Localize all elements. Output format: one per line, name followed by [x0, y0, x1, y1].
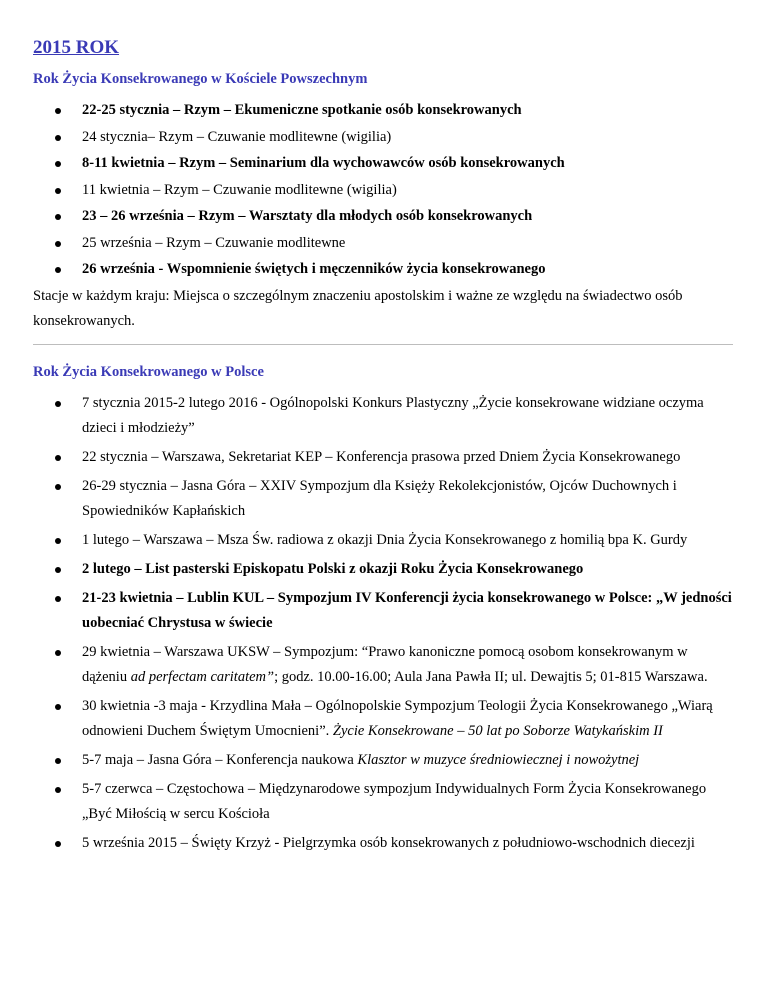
list-item [33, 557, 733, 582]
bullet-icon [55, 401, 61, 407]
list-item-italic: Klasztor w muzyce średniowiecznej i nowożytnej [357, 751, 640, 768]
bullet-icon [55, 455, 61, 461]
universal-events-list [33, 98, 733, 282]
list-item-text: 11 kwietnia – Rzym – Czuwanie modlitewne (wigilia) [82, 181, 397, 198]
list-item-text: 24 stycznia– Rzym – Czuwanie modlitewne (wigilia) [82, 128, 392, 145]
list-item [33, 528, 733, 553]
list-item-text: 1 lutego – Warszawa – Msza Św. radiowa z okazji Dnia Życia Konsekrowanego z homilią bpa K. Gurdy [82, 531, 688, 548]
bullet-icon [55, 650, 61, 656]
section-divider [33, 344, 733, 345]
bullet-icon [55, 135, 61, 141]
bullet-icon [55, 704, 61, 710]
bullet-icon [55, 787, 61, 793]
bullet-icon [55, 567, 61, 573]
list-item-text: 5-7 czerwca – Częstochowa – Międzynarodowe sympozjum Indywidualnych Form Życia Konsekrowanego „Być Miłością w sercu Kościoła [82, 780, 707, 822]
poland-events-list [33, 391, 733, 856]
bullet-icon [55, 188, 61, 194]
bullet-icon [55, 538, 61, 544]
list-item-text: 2 lutego – List pasterski Episkopatu Polski z okazji Roku Życia Konsekrowanego [82, 560, 584, 577]
bullet-icon [55, 161, 61, 167]
bullet-icon [55, 841, 61, 847]
bullet-icon [55, 596, 61, 602]
bullet-icon [55, 214, 61, 220]
list-item [33, 125, 733, 150]
list-item [33, 831, 733, 856]
list-item-text: 22 stycznia – Warszawa, Sekretariat KEP – Konferencja prasowa przed Dniem Życia Konsekrowanego [82, 448, 681, 465]
bullet-icon [55, 484, 61, 490]
bullet-icon [55, 267, 61, 273]
list-item-italic: Życie Konsekrowane – 50 lat po Soborze Watykańskim II [332, 722, 663, 739]
list-item [33, 178, 733, 203]
list-item-text: 22-25 stycznia – Rzym – Ekumeniczne spotkanie osób konsekrowanych [82, 102, 522, 118]
list-item-text: 23 – 26 września – Rzym – Warsztaty dla młodych osób konsekrowanych [82, 208, 533, 224]
list-item-text: 26 września - Wspomnienie świętych i męczenników życia konsekrowanego [82, 261, 546, 277]
list-item [33, 474, 733, 524]
list-item-italic: ad perfectam caritatem” [130, 668, 275, 685]
list-item-text: 29 kwietnia – Warszawa UKSW – Sympozjum: “Prawo kanoniczne pomocą osobom konsekrowanym w dążeniu [82, 643, 688, 685]
list-item [33, 98, 733, 123]
list-item-text: 25 września – Rzym – Czuwanie modlitewne [82, 234, 346, 251]
list-item [33, 231, 733, 256]
list-item [33, 586, 733, 636]
list-item-text: 21-23 kwietnia – Lublin KUL – Sympozjum IV Konferencji życia konsekrowanego w Polsce: „W jedności uobecniać Chrystusa w świecie [82, 589, 732, 631]
list-item-text: 30 kwietnia -3 maja - Krzydlina Mała – Ogólnopolskie Sympozjum Teologii Życia Konsekrowanego „Wiarą odnowieni Duchem Świętym Umocnieni”. [82, 697, 713, 739]
list-item [33, 204, 733, 229]
bullet-icon [55, 241, 61, 247]
list-item-text: 8-11 kwietnia – Rzym – Seminarium dla wychowawców osób konsekrowanych [82, 155, 565, 171]
bullet-icon [55, 108, 61, 114]
list-item [33, 151, 733, 176]
list-item [33, 694, 733, 744]
page-title: 2015 ROK [33, 37, 120, 58]
list-item [33, 391, 733, 441]
list-item-text: 7 stycznia 2015-2 lutego 2016 - Ogólnopolski Konkurs Plastyczny „Życie konsekrowane widziane oczyma dzieci i młodzieży” [82, 394, 704, 436]
list-item-text-2: ; godz. 10.00-16.00; Aula Jana Pawła II; ul. Dewajtis 5; 01-815 Warszawa. [274, 668, 708, 685]
list-item [33, 748, 733, 773]
list-item [33, 777, 733, 827]
section-heading-universal: Rok Życia Konsekrowanego w Kościele Powszechnym [33, 71, 368, 87]
list-item-text: 5 września 2015 – Święty Krzyż - Pielgrzymka osób konsekrowanych z południowo-wschodnich diecezji [82, 834, 695, 851]
list-item-text: 26-29 stycznia – Jasna Góra – XXIV Sympozjum dla Księży Rekolekcjonistów, Ojców Duchownych i Spowiedników Kapłańskich [82, 477, 677, 519]
bullet-icon [55, 758, 61, 764]
list-item [33, 257, 733, 282]
document-page [33, 36, 733, 860]
list-item [33, 640, 733, 690]
stations-note: Stacje w każdym kraju: Miejsca o szczególnym znaczeniu apostolskim i ważne ze względu na świadectwo osób konsekrowanych. [33, 287, 683, 329]
list-item [33, 445, 733, 470]
section-heading-poland: Rok Życia Konsekrowanego w Polsce [33, 363, 264, 380]
list-item-text: 5-7 maja – Jasna Góra – Konferencja naukowa [82, 751, 358, 768]
